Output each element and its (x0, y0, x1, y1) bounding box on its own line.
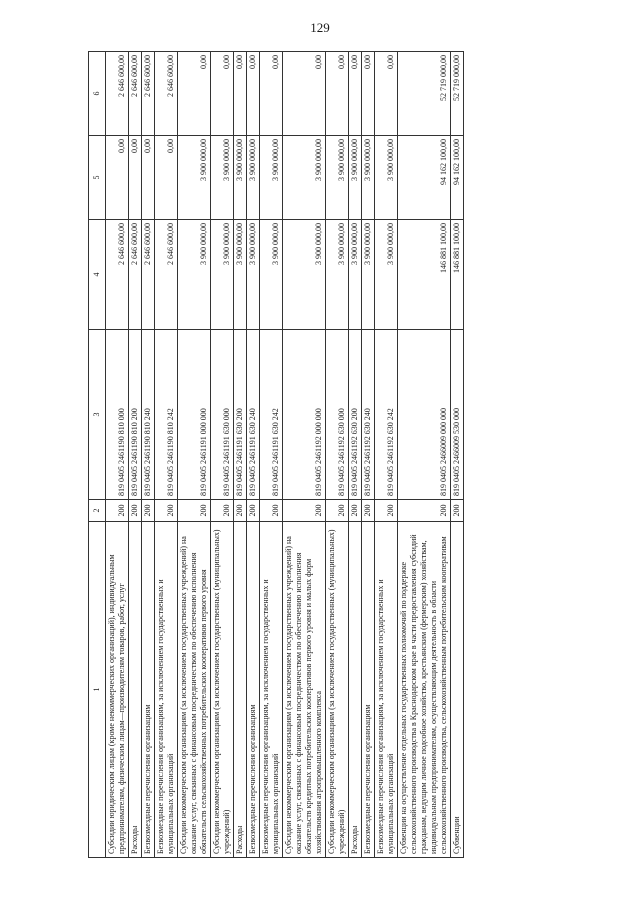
row-value-col5: 3 900 000,00 (349, 136, 362, 220)
row-value-col5: 3 900 000,00 (326, 136, 349, 220)
table-row (211, 52, 234, 858)
row-code-cell: 819 0405 2461191 630 000 (211, 330, 234, 500)
row-value-col5: 3 900 000,00 (362, 136, 375, 220)
row-value-col6: 2 646 600,00 (155, 52, 178, 136)
row-name-cell: Безвозмездные перечисления организациям (362, 522, 375, 858)
row-value-col5: 94 162 100,00 (451, 136, 464, 220)
table-row (362, 52, 375, 858)
row-col2-cell: 200 (234, 500, 247, 522)
row-code-cell: 819 0405 2466009 530 000 (451, 330, 464, 500)
row-name-cell: Субсидии некоммерческим организациям (за исключением государственных (муниципальных) учреждений) (326, 522, 349, 858)
table-row (283, 52, 326, 858)
row-col2-cell: 200 (398, 500, 451, 522)
row-name-cell: Безвозмездные перечисления организациям, за исключением государственных и муниципальных организаций (260, 522, 283, 858)
row-value-col6: 0,00 (178, 52, 211, 136)
row-value-col5: 3 900 000,00 (375, 136, 398, 220)
row-value-col4: 146 881 100,00 (398, 220, 451, 330)
row-value-col5: 0,00 (155, 136, 178, 220)
row-value-col5: 3 900 000,00 (178, 136, 211, 220)
header-col-5: 5 (89, 136, 106, 220)
row-name-cell: Расходы (234, 522, 247, 858)
table-row (178, 52, 211, 858)
table-row (451, 52, 464, 858)
row-value-col4: 3 900 000,00 (211, 220, 234, 330)
header-col-4: 4 (89, 220, 106, 330)
table-row (349, 52, 362, 858)
row-name-cell: Безвозмездные перечисления организациям, за исключением государственных и муниципальных организаций (375, 522, 398, 858)
row-value-col5: 94 162 100,00 (398, 136, 451, 220)
row-value-col6: 2 646 600,00 (142, 52, 155, 136)
row-value-col6: 52 719 000,00 (398, 52, 451, 136)
row-code-cell: 819 0405 2461192 000 000 (283, 330, 326, 500)
table-row (155, 52, 178, 858)
row-value-col6: 0,00 (247, 52, 260, 136)
row-code-cell: 819 0405 2461192 630 200 (349, 330, 362, 500)
table-header-row (89, 52, 106, 858)
row-name-cell: Безвозмездные перечисления организациям (247, 522, 260, 858)
row-code-cell: 819 0405 2461190 810 240 (142, 330, 155, 500)
row-col2-cell: 200 (178, 500, 211, 522)
row-value-col5: 3 900 000,00 (260, 136, 283, 220)
row-name-cell: Субвенции (451, 522, 464, 858)
table-row (106, 52, 129, 858)
row-col2-cell: 200 (129, 500, 142, 522)
row-code-cell: 819 0405 2461191 630 200 (234, 330, 247, 500)
page-number: 129 (310, 20, 330, 35)
row-code-cell: 819 0405 2466009 000 000 (398, 330, 451, 500)
row-value-col6: 0,00 (234, 52, 247, 136)
row-col2-cell: 200 (451, 500, 464, 522)
table-row (326, 52, 349, 858)
header-col-2: 2 (89, 500, 106, 522)
row-name-cell: Расходы (129, 522, 142, 858)
row-code-cell: 819 0405 2461191 630 240 (247, 330, 260, 500)
row-value-col6: 0,00 (349, 52, 362, 136)
row-value-col5: 0,00 (129, 136, 142, 220)
row-value-col4: 3 900 000,00 (362, 220, 375, 330)
row-name-cell: Безвозмездные перечисления организациям (142, 522, 155, 858)
row-code-cell: 819 0405 2461190 810 242 (155, 330, 178, 500)
row-col2-cell: 200 (283, 500, 326, 522)
row-value-col4: 2 646 600,00 (106, 220, 129, 330)
row-value-col4: 3 900 000,00 (234, 220, 247, 330)
row-code-cell: 819 0405 2461192 630 242 (375, 330, 398, 500)
row-value-col6: 0,00 (211, 52, 234, 136)
header-col-6: 6 (89, 52, 106, 136)
header-col-1: 1 (89, 522, 106, 858)
row-col2-cell: 200 (247, 500, 260, 522)
row-code-cell: 819 0405 2461190 810 200 (129, 330, 142, 500)
row-value-col4: 3 900 000,00 (375, 220, 398, 330)
header-col-3: 3 (89, 330, 106, 500)
row-name-cell: Субвенции на осуществление отдельных государственных полномочий по поддержке сельскохозяйственного производства в Краснодарском крае в части предоставления субсидий гражданам, ведущим личное подсобное хозяйство, крестьянским (фермерским) хозяйствам, индивидуальным предпринимателям, осуществляющим деятельность в области сельскохозяйственного производства, сельскохозяйственным потребительским кооперативам (398, 522, 451, 858)
table-row (375, 52, 398, 858)
row-col2-cell: 200 (106, 500, 129, 522)
row-value-col6: 52 719 000,00 (451, 52, 464, 136)
row-name-cell: Субсидии некоммерческим организациям (за исключением государственных учреждений) на оказание услуг, связанных с финансовым посредничеством по обеспечению исполнения обязательств кредитных потребительских кооперативов первого уровня и малых форм хозяйствования агропромышленного комплекса (283, 522, 326, 858)
row-value-col4: 3 900 000,00 (283, 220, 326, 330)
row-value-col5: 3 900 000,00 (211, 136, 234, 220)
row-name-cell: Субсидии некоммерческим организациям (за исключением государственных (муниципальных) учреждений) (211, 522, 234, 858)
rotated-table-wrapper (88, 52, 596, 858)
row-name-cell: Субсидии некоммерческим организациям (за исключением государственных учреждений) на оказание услуг, связанных с финансовым посредничеством по обеспечению исполнения обязательств сельскохозяйственных потребительских кооперативов первого уровня (178, 522, 211, 858)
row-code-cell: 819 0405 2461190 810 000 (106, 330, 129, 500)
row-value-col6: 0,00 (375, 52, 398, 136)
row-col2-cell: 200 (375, 500, 398, 522)
row-value-col4: 2 646 600,00 (129, 220, 142, 330)
row-code-cell: 819 0405 2461191 630 242 (260, 330, 283, 500)
row-value-col5: 3 900 000,00 (283, 136, 326, 220)
row-value-col6: 0,00 (362, 52, 375, 136)
row-value-col4: 2 646 600,00 (155, 220, 178, 330)
row-value-col5: 0,00 (106, 136, 129, 220)
table-row (234, 52, 247, 858)
row-col2-cell: 200 (362, 500, 375, 522)
row-code-cell: 819 0405 2461192 630 000 (326, 330, 349, 500)
row-value-col4: 2 646 600,00 (142, 220, 155, 330)
table-row (247, 52, 260, 858)
row-value-col6: 2 646 600,00 (106, 52, 129, 136)
row-value-col6: 0,00 (326, 52, 349, 136)
row-value-col6: 0,00 (283, 52, 326, 136)
row-value-col5: 3 900 000,00 (247, 136, 260, 220)
row-col2-cell: 200 (211, 500, 234, 522)
table-row (260, 52, 283, 858)
row-code-cell: 819 0405 2461192 630 240 (362, 330, 375, 500)
row-code-cell: 819 0405 2461191 000 000 (178, 330, 211, 500)
row-name-cell: Безвозмездные перечисления организациям, за исключением государственных и муниципальных организаций (155, 522, 178, 858)
budget-table (88, 51, 464, 858)
row-value-col4: 3 900 000,00 (178, 220, 211, 330)
row-value-col5: 3 900 000,00 (234, 136, 247, 220)
row-value-col6: 2 646 600,00 (129, 52, 142, 136)
row-value-col4: 3 900 000,00 (260, 220, 283, 330)
table-row (142, 52, 155, 858)
row-col2-cell: 200 (260, 500, 283, 522)
row-col2-cell: 200 (142, 500, 155, 522)
row-value-col4: 3 900 000,00 (247, 220, 260, 330)
row-col2-cell: 200 (155, 500, 178, 522)
row-value-col4: 3 900 000,00 (326, 220, 349, 330)
row-col2-cell: 200 (349, 500, 362, 522)
row-value-col4: 3 900 000,00 (349, 220, 362, 330)
row-col2-cell: 200 (326, 500, 349, 522)
table-body (106, 52, 464, 858)
row-value-col4: 146 881 100,00 (451, 220, 464, 330)
table-row (398, 52, 451, 858)
row-name-cell: Субсидии юридическим лицам (кроме некоммерческих организаций), индивидуальным предпринимателям, физическим лицам—производителям товаров, работ, услуг (106, 522, 129, 858)
row-name-cell: Расходы (349, 522, 362, 858)
row-value-col5: 0,00 (142, 136, 155, 220)
row-value-col6: 0,00 (260, 52, 283, 136)
table-row (129, 52, 142, 858)
